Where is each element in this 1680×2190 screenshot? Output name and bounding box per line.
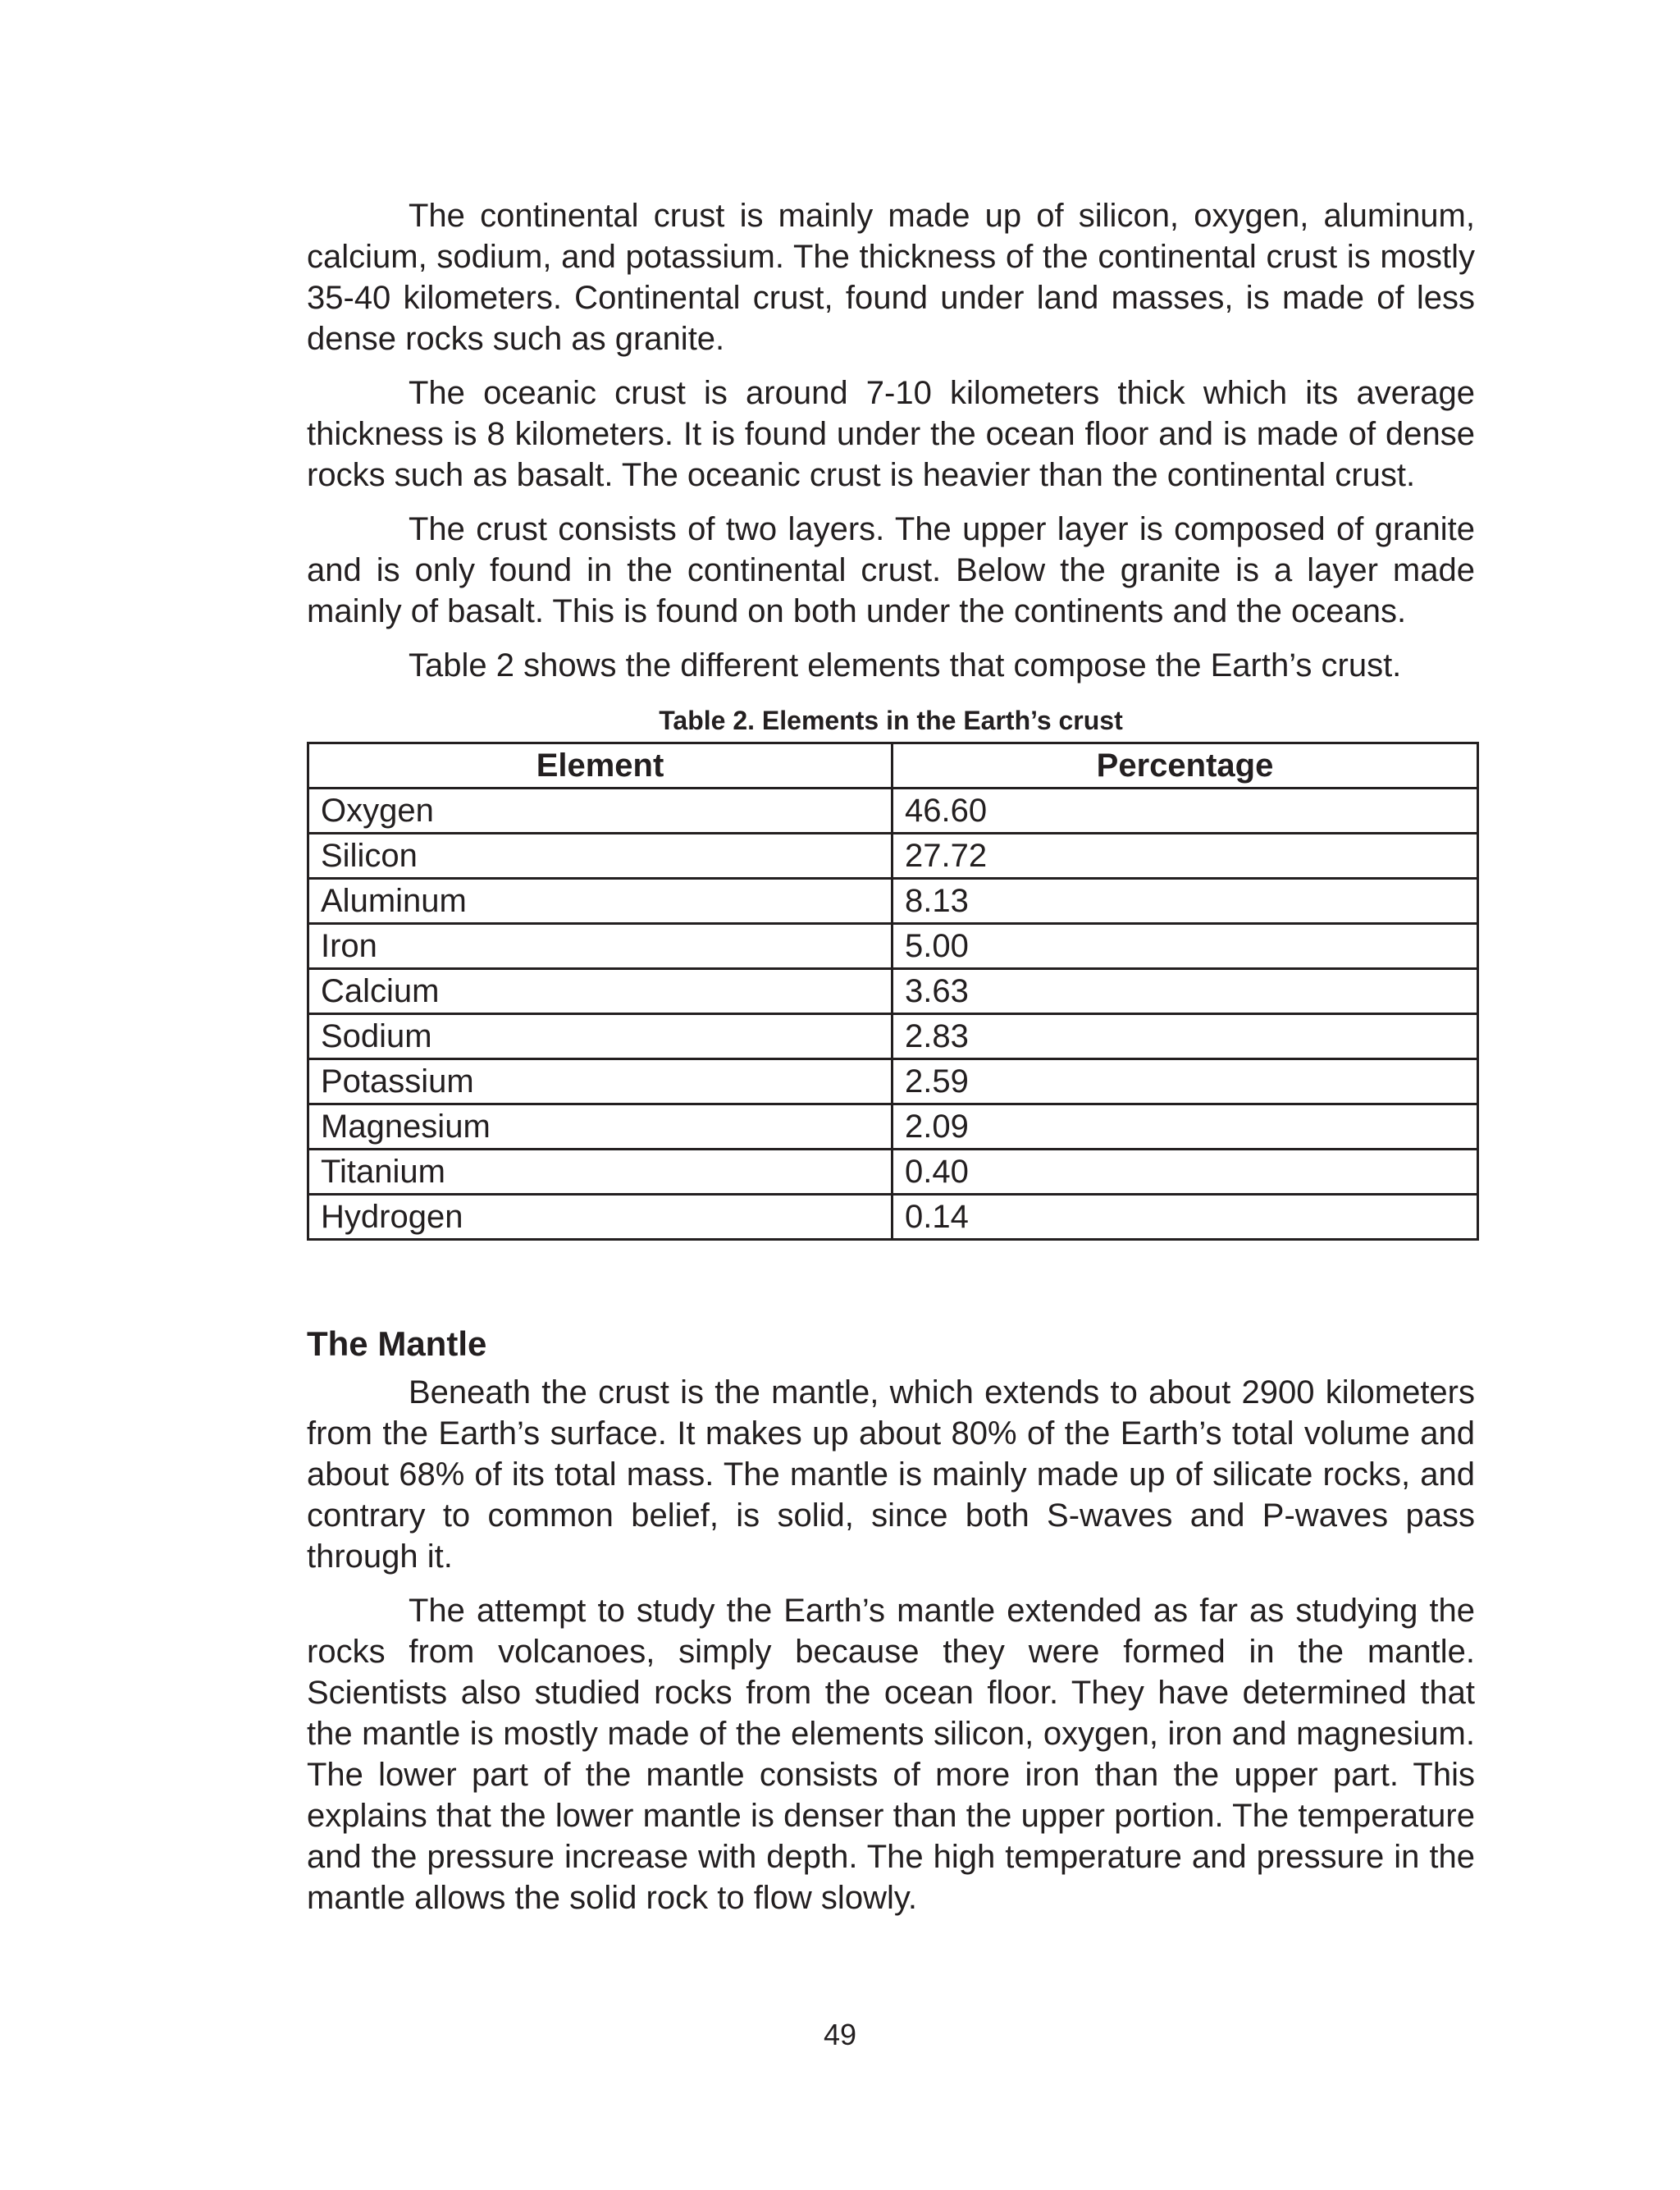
element-cell: Iron (308, 924, 892, 969)
paragraph-mantle-extent: Beneath the crust is the mantle, which extends to about 2900 kilometers from the Earth’s surface. It makes up about 80% of the Earth’s total volume and about 68% of its total mass. The mantle is mainly made up of silicate rocks, and contrary to common belief, is solid, since both S-waves and P-waves pass through it. (307, 1374, 1475, 1575)
elements-table (307, 742, 1479, 1241)
table-row (308, 789, 1478, 834)
table-caption: Table 2. Elements in the Earth’s crust (659, 706, 1123, 735)
table-row (308, 1195, 1478, 1240)
header-element: Element (308, 743, 892, 789)
paragraph-mantle-study: The attempt to study the Earth’s mantle extended as far as studying the rocks from volcanoes, simply because they were formed in the mantle. Scientists also studied rocks from the ocean floor. They have determined that the mantle is mostly made of the elements silicon, oxygen, iron and magnesium. The lower part of the mantle consists of more iron than the upper part. This explains that the lower mantle is denser than the upper portion. The temperature and the pressure increase with depth. The high temperature and pressure in the mantle allows the solid rock to flow slowly. (307, 1593, 1475, 1916)
percentage-cell: 27.72 (892, 834, 1478, 879)
percentage-cell: 2.09 (892, 1104, 1478, 1150)
percentage-cell: 3.63 (892, 969, 1478, 1014)
table-header-row (308, 743, 1478, 789)
element-cell: Sodium (308, 1014, 892, 1059)
paragraph-crust-layers: The crust consists of two layers. The upper layer is composed of granite and is only found in the continental crust. Below the granite is a layer made mainly of basalt. This is found on both under the continents and the oceans. (307, 511, 1475, 629)
table-row (308, 1104, 1478, 1150)
header-percentage: Percentage (892, 743, 1478, 789)
element-cell: Hydrogen (308, 1195, 892, 1240)
page-number: 49 (823, 2018, 857, 2051)
section-heading: The Mantle (307, 1324, 487, 1363)
element-cell: Silicon (308, 834, 892, 879)
percentage-cell: 46.60 (892, 789, 1478, 834)
element-cell: Titanium (308, 1150, 892, 1195)
table-row (308, 1014, 1478, 1059)
percentage-cell: 0.40 (892, 1150, 1478, 1195)
paragraph-oceanic-crust: The oceanic crust is around 7-10 kilometers thick which its average thickness is 8 kilometers. It is found under the ocean floor and is made of dense rocks such as basalt. The oceanic crust is heavier than the continental crust. (307, 375, 1475, 493)
paragraph-table-intro: Table 2 shows the different elements that compose the Earth’s crust. (409, 647, 1402, 684)
table-row (308, 1059, 1478, 1104)
element-cell: Potassium (308, 1059, 892, 1104)
percentage-cell: 8.13 (892, 879, 1478, 924)
percentage-cell: 0.14 (892, 1195, 1478, 1240)
element-cell: Aluminum (308, 879, 892, 924)
table-row (308, 924, 1478, 969)
percentage-cell: 2.59 (892, 1059, 1478, 1104)
table-row (308, 834, 1478, 879)
percentage-cell: 5.00 (892, 924, 1478, 969)
table-row (308, 879, 1478, 924)
table-row (308, 969, 1478, 1014)
element-cell: Calcium (308, 969, 892, 1014)
percentage-cell: 2.83 (892, 1014, 1478, 1059)
page-content (307, 195, 1475, 1918)
paragraph-continental-crust: The continental crust is mainly made up of silicon, oxygen, aluminum, calcium, sodium, and potassium. The thickness of the continental crust is mostly 35-40 kilometers. Continental crust, found under land masses, is made of less dense rocks such as granite. (307, 198, 1475, 357)
table-row (308, 1150, 1478, 1195)
element-cell: Magnesium (308, 1104, 892, 1150)
element-cell: Oxygen (308, 789, 892, 834)
